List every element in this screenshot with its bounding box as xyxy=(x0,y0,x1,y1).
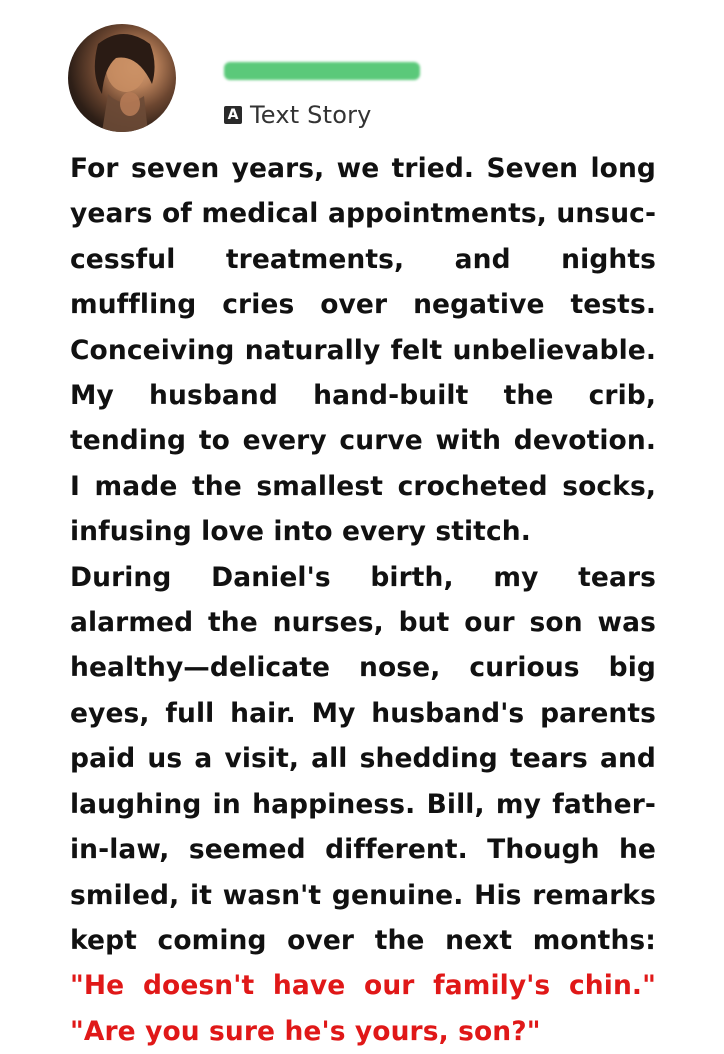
text-story-icon: A xyxy=(224,106,242,124)
story-header xyxy=(0,0,724,140)
story-body xyxy=(70,146,656,1054)
avatar-portrait-image xyxy=(68,24,176,132)
redacted-author-name xyxy=(224,62,420,80)
story-paragraph xyxy=(70,555,656,1054)
story-paragraph: For seven years, we tried. Seven long years of medical appointments, unsuccessful treatments, and nights muffling cries over negative tests. Conceiving naturally felt unbelievable. My husband hand-built the crib, tending to every curve with devotion. I made the smallest crocheted socks, infusing love into every stitch. xyxy=(70,153,656,548)
author-avatar[interactable] xyxy=(68,24,176,132)
story-type-text: Text Story xyxy=(250,101,372,129)
story-type-label xyxy=(224,100,372,130)
paragraph-text: During Daniel's birth, my tears alarmed the nurses, but our son was healthy—delicate nose, curious big eyes, full hair. My husband's parents paid us a visit, all shedding tears and laughing in happiness. Bill, my father-in-law, seemed different. Though he smiled, it wasn't genuine. His remarks kept coming over the next months: xyxy=(70,561,656,956)
highlighted-quote: "He doesn't have our family's chin." "Are you sure he's yours, son?" xyxy=(70,970,656,1047)
